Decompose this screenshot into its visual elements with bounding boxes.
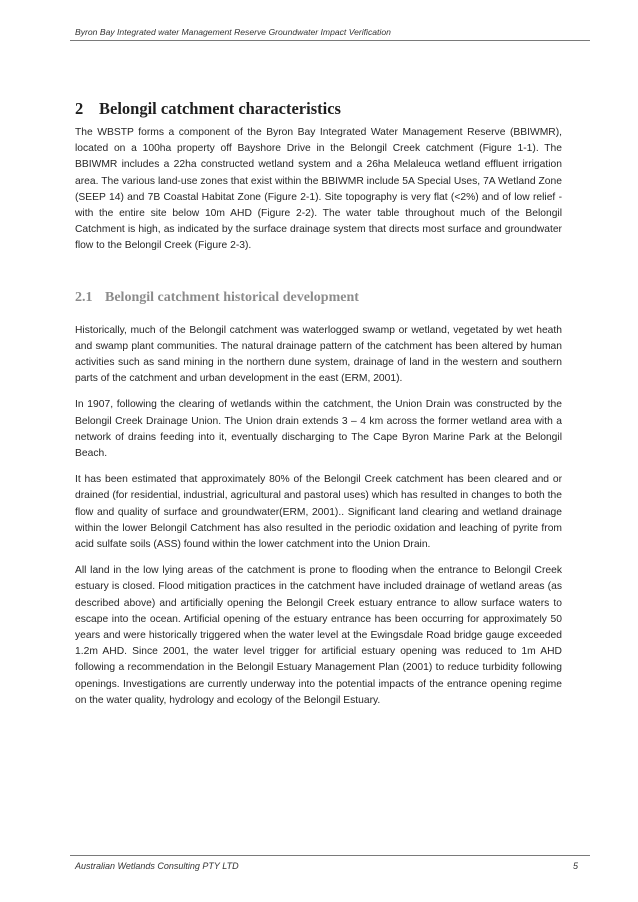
header-divider	[70, 40, 590, 41]
section-paragraph: The WBSTP forms a component of the Byron Bay Integrated Water Management Reserve (BBIWMR), located on a 100ha property off Bayshore Drive in the Belongil Creek catchment (Figure 1-1). The BBIWMR includes a 22ha constructed wetland system and a 26ha Melaleuca wetland effluent irrigation area. The various land-use zones that exist within the BBIWMR include 5A Special Uses, 7A Wetland Zone (SEEP 14) and 7B Coastal Habitat Zone (Figure 2-1). Site topography is very flat (<2%) and of low relief - with the entire site below 10m AHD (Figure 2-2). The water table throughout much of the Belongil Catchment is high, as indicated by the surface drainage system that directs most surface and groundwater flow to the Belongil Creek (Figure 2-3).	[75, 127, 562, 252]
running-footer: Australian Wetlands Consulting PTY LTD	[75, 861, 239, 871]
subsection-title: Belongil catchment historical development	[105, 289, 359, 305]
history-paragraph-4: All land in the low lying areas of the catchment is prone to flooding when the entrance to Belongil Creek estuary is closed. Flood mitigation practices in the catchment have included drainage of wetland areas (as described above) and artificially opening the Belongil Creek estuary entrance to allow surface waters to escape into the ocean. Artificial opening of the estuary entrance has been occurring for approximately 50 years and were historically triggered when the water level at the Ewingsdale Road bridge gauge exceeded 1.2m AHD. Since 2001, the water level trigger for artificial estuary opening was reduced to 1m AHD following a recommendation in the Belongil Estuary Management Plan (2001) to reduce turbidity following openings. Investigations are currently underway into the potential impacts of the entrance opening regime on the water quality, hydrology and ecology of the Belongil Estuary.	[75, 565, 562, 706]
history-paragraph-3: It has been estimated that approximately 80% of the Belongil Creek catchment has been cleared and or drained (for residential, industrial, agricultural and pastoral uses) which has resulted in changes to both the flow and quality of surface and groundwater(ERM, 2001).. Significant land clearing and wetland drainage within the lower Belongil Catchment has also resulted in the periodic oxidation and leaching of pyrite from acid sulfate soils (ASS) found within the lower catchment into the Union Drain.	[75, 474, 562, 551]
running-header: Byron Bay Integrated water Management Reserve Groundwater Impact Verification	[75, 27, 391, 37]
page-number: 5	[572, 861, 578, 871]
history-paragraph-2: In 1907, following the clearing of wetlands within the catchment, the Union Drain was constructed by the Belongil Creek Drainage Union. The Union drain extends 3 – 4 km across the former wetland area with a network of drains feeding into it, eventually discharging to The Cape Byron Marine Park at the Belongil Beach.	[75, 399, 562, 460]
subsection-heading	[75, 289, 562, 307]
subsection-number: 2.1	[75, 289, 93, 305]
section-title: Belongil catchment characteristics	[99, 99, 341, 118]
section-heading	[75, 98, 562, 120]
footer-divider	[70, 855, 590, 856]
section-number: 2	[75, 99, 84, 118]
history-paragraph-1: Historically, much of the Belongil catchment was waterlogged swamp or wetland, vegetated by wet heath and swamp plant communities. The natural drainage pattern of the catchment has been altered by human activities such as sand mining in the northern dune system, drainage of land in the western and southern parts of the catchment and urban development in the east (ERM, 2001).	[75, 324, 562, 385]
page-content	[75, 98, 562, 719]
